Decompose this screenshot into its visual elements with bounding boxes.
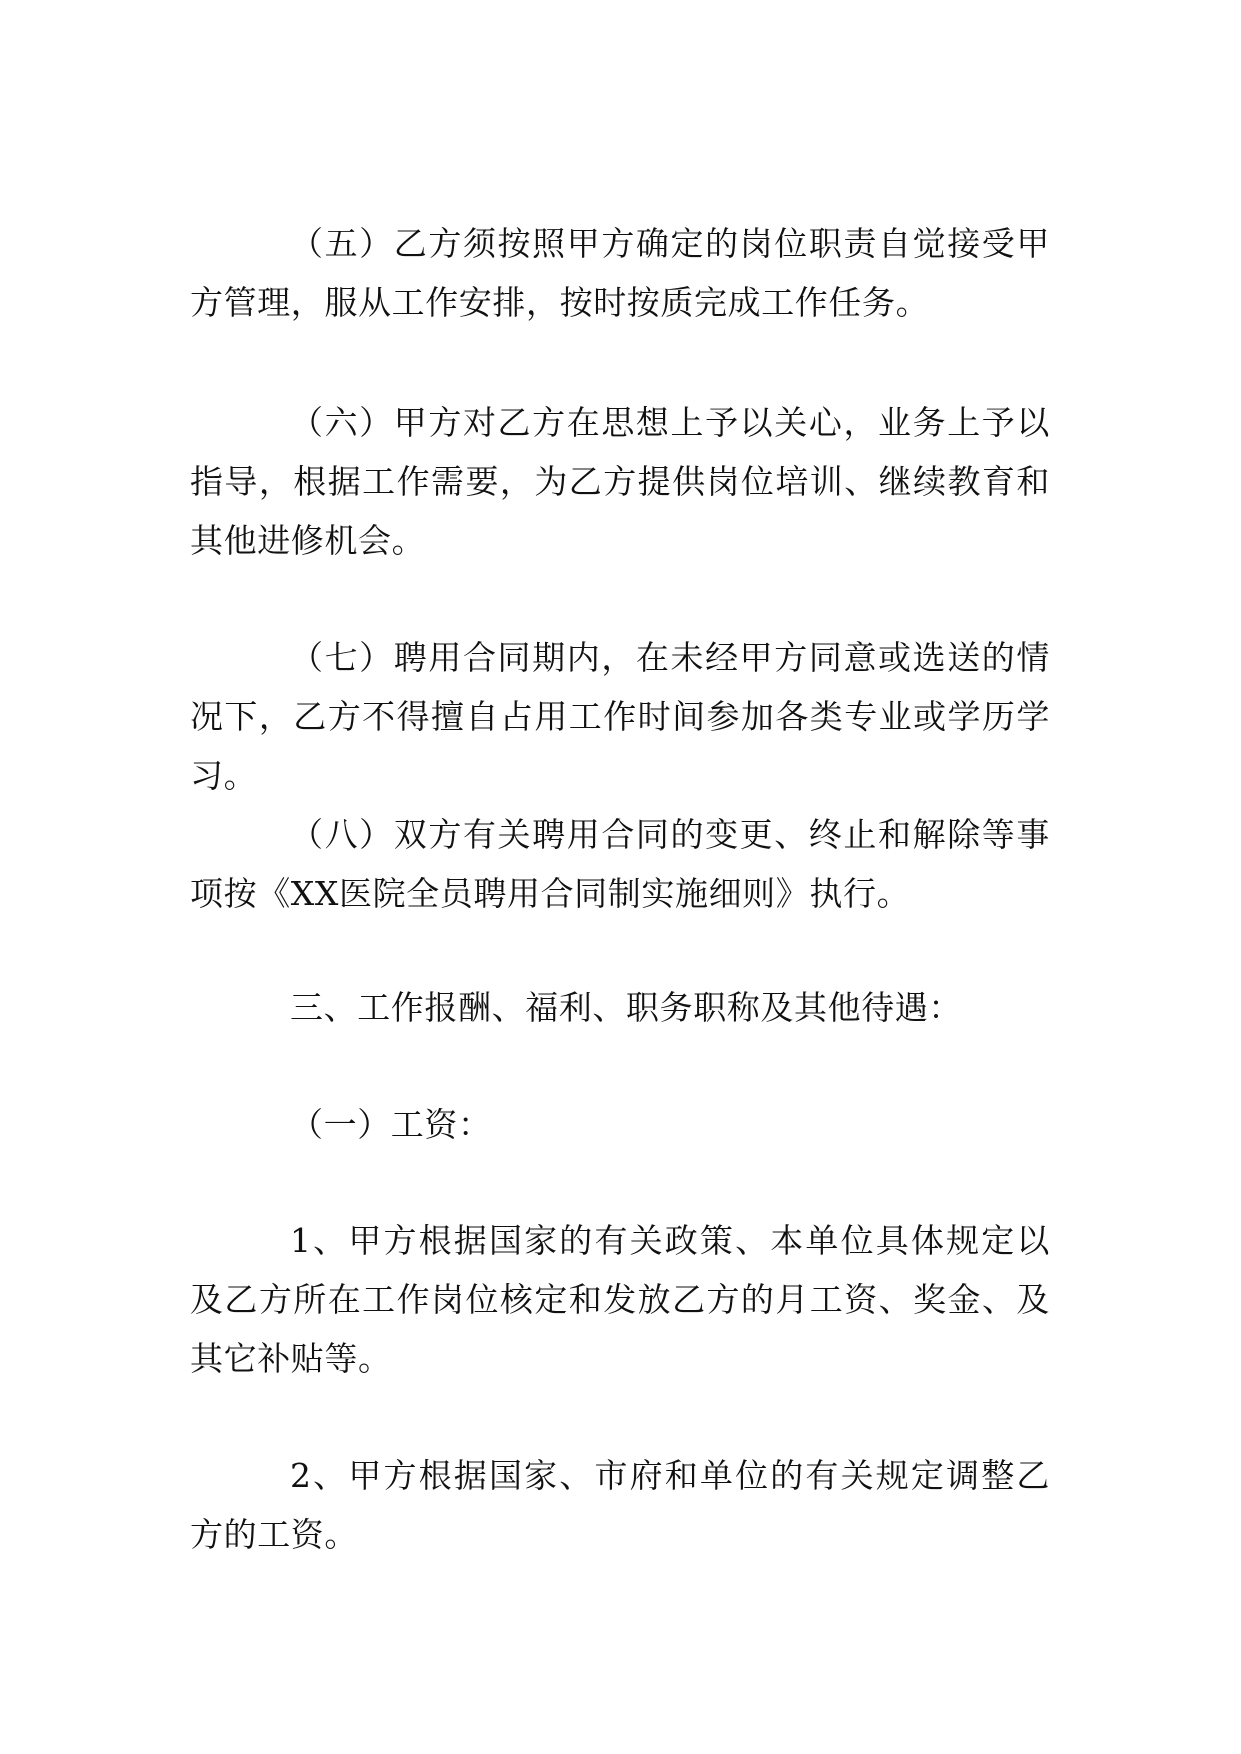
paragraph-clause-6: （六）甲方对乙方在思想上予以关心，业务上予以指导，根据工作需要，为乙方提供岗位培训、继续教育和其他进修机会。	[190, 403, 1050, 560]
section-heading-3: 三、工作报酬、福利、职务职称及其他待遇：	[290, 988, 962, 1027]
paragraph-clause-5: （五）乙方须按照甲方确定的岗位职责自觉接受甲方管理，服从工作安排，按时按质完成工作任务。	[190, 224, 1050, 322]
paragraph-item-2: 2、甲方根据国家、市府和单位的有关规定调整乙方的工资。	[190, 1456, 1050, 1554]
subsection-heading-wages: （一）工资：	[290, 1105, 492, 1144]
paragraph-item-1: 1、甲方根据国家的有关政策、本单位具体规定以及乙方所在工作岗位核定和发放乙方的月工资、奖金、及其它补贴等。	[190, 1221, 1050, 1378]
paragraph-clause-8: （八）双方有关聘用合同的变更、终止和解除等事项按《XX医院全员聘用合同制实施细则》执行。	[190, 815, 1050, 913]
paragraph-clause-7: （七）聘用合同期内，在未经甲方同意或选送的情况下，乙方不得擅自占用工作时间参加各类专业或学历学习。	[190, 638, 1050, 795]
